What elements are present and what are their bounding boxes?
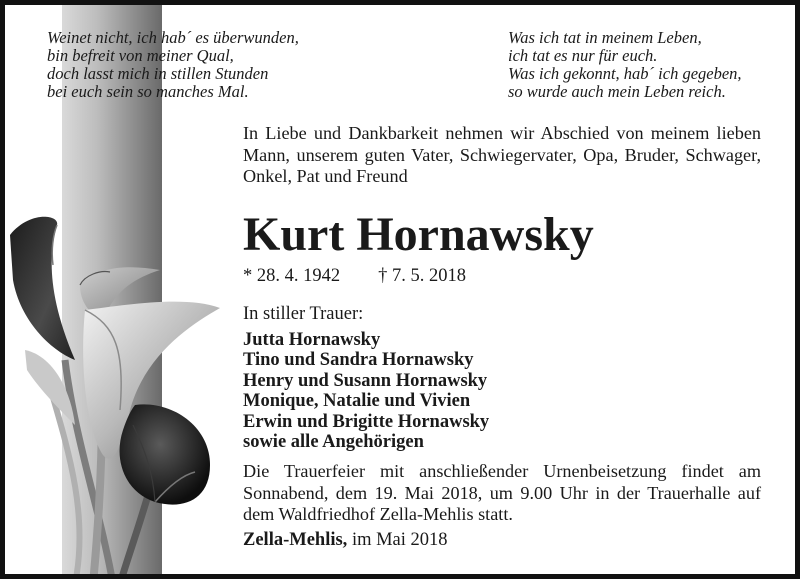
poem-line: Was ich gekonnt, hab´ ich gegeben, bbox=[508, 64, 742, 83]
poem-line: ich tat es nur für euch. bbox=[508, 46, 658, 65]
birth-date: * 28. 4. 1942 bbox=[243, 266, 341, 286]
poem-right bbox=[508, 29, 742, 101]
mourner-line: Monique, Natalie und Vivien bbox=[243, 391, 471, 412]
mourning-label: In stiller Trauer: bbox=[243, 304, 364, 324]
poem-line: doch lasst mich in stillen Stunden bbox=[47, 64, 269, 83]
place: Zella-Mehlis, bbox=[243, 530, 348, 550]
mourner-line: sowie alle Angehörigen bbox=[243, 432, 424, 453]
poem-left bbox=[47, 29, 299, 101]
life-dates bbox=[243, 265, 761, 287]
mourner-line: Tino und Sandra Hornawsky bbox=[243, 350, 474, 371]
mourner-line: Erwin und Brigitte Hornawsky bbox=[243, 411, 490, 432]
poem-line: Weinet nicht, ich hab´ es überwunden, bbox=[47, 28, 299, 47]
deceased-name: Kurt Hornawsky bbox=[243, 208, 594, 261]
mourner-line: Henry und Susann Hornawsky bbox=[243, 370, 488, 391]
poem-line: bin befreit von meiner Qual, bbox=[47, 46, 234, 65]
calla-lily-icon bbox=[5, 210, 235, 579]
mourner-line: Jutta Hornawsky bbox=[243, 330, 381, 350]
poem-line: bei euch sein so manches Mal. bbox=[47, 82, 249, 101]
death-date: † 7. 5. 2018 bbox=[378, 266, 466, 286]
poem-line: so wurde auch mein Leben reich. bbox=[508, 82, 726, 101]
funeral-info: Die Trauerfeier mit anschließender Urnenbeisetzung findet am Sonnabend, dem 19. Mai 2018, um 9.00 Uhr in der Trauerhalle auf dem Waldfriedhof Zella-Mehlis statt. bbox=[243, 461, 761, 524]
poem-line: Was ich tat in meinem Leben, bbox=[508, 28, 702, 47]
farewell-intro: In Liebe und Dankbarkeit nehmen wir Abschied von meinem lieben Mann, unserem guten Vater, Schwiegervater, Opa, Bruder, Schwager, Onkel, Pat und Freund bbox=[243, 123, 761, 186]
date-line: im Mai 2018 bbox=[351, 530, 448, 550]
place-date-line bbox=[243, 529, 761, 551]
mourners-list bbox=[243, 330, 761, 452]
